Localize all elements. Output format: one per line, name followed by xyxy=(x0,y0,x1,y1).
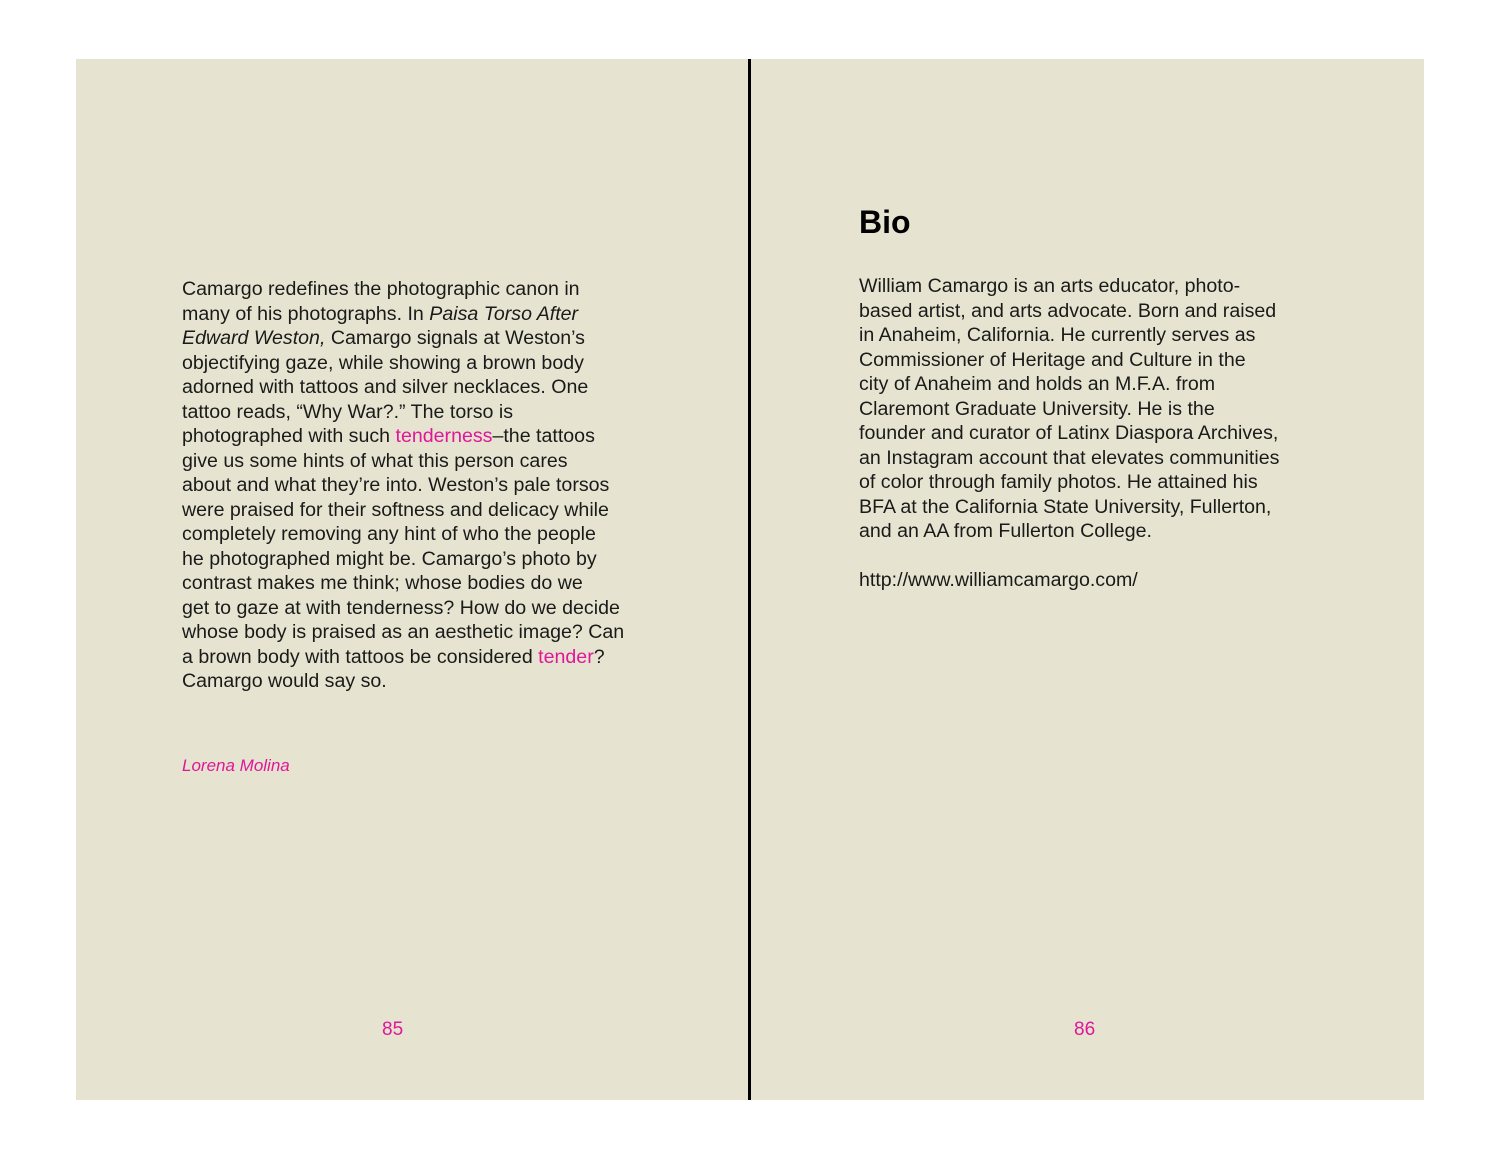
essay-line xyxy=(182,645,672,670)
right-page xyxy=(751,59,1424,1100)
essay-line: give us some hints of what this person cares xyxy=(182,449,568,472)
essay-line: Camargo redefines the photographic canon in xyxy=(182,278,580,300)
essay-text: ? xyxy=(593,645,605,668)
bio-line: Commissioner of Heritage and Culture in the xyxy=(859,348,1246,371)
essay-text: Camargo signals at Weston’s xyxy=(325,327,585,349)
book-spread xyxy=(76,59,1424,1100)
author-name: Lorena Molina xyxy=(182,756,290,775)
bio-line: an Instagram account that elevates communities xyxy=(859,446,1280,469)
bio-line: of color through family photos. He attained his xyxy=(859,471,1258,493)
essay-line xyxy=(182,326,672,351)
essay-line: objectifying gaze, while showing a brown body xyxy=(182,351,584,374)
page-number-left: 85 xyxy=(382,1019,404,1040)
bio-line: based artist, and arts advocate. Born and raised xyxy=(859,299,1277,322)
page-number-right: 86 xyxy=(1074,1019,1096,1040)
essay-line: Camargo would say so. xyxy=(182,670,387,692)
bio-paragraph xyxy=(859,274,1339,544)
essay-line xyxy=(182,424,672,449)
essay-text: many of his photographs. In xyxy=(182,302,430,325)
bio-line: William Camargo is an arts educator, photo- xyxy=(859,275,1241,297)
essay-line: get to gaze at with tenderness? How do we decide xyxy=(182,596,620,619)
bio-line: city of Anaheim and holds an M.F.A. from xyxy=(859,373,1216,395)
bio-line: and an AA from Fullerton College. xyxy=(859,520,1152,542)
bio-line: founder and curator of Latinx Diaspora Archives, xyxy=(859,422,1279,444)
essay-text: a brown body with tattoos be considered xyxy=(182,645,539,668)
essay-text: photographed with such xyxy=(182,425,396,447)
highlighted-word-tender: tender xyxy=(538,645,594,668)
artist-website-link[interactable]: http://www.williamcamargo.com/ xyxy=(859,569,1138,591)
essay-paragraph xyxy=(182,277,672,694)
essay-line xyxy=(182,302,672,327)
essay-line: whose body is praised as an aesthetic image? Can xyxy=(182,621,625,643)
essay-line: about and what they’re into. Weston’s pale torsos xyxy=(182,474,610,496)
essay-line: contrast makes me think; whose bodies do we xyxy=(182,572,583,594)
essay-line: completely removing any hint of who the people xyxy=(182,523,596,545)
essay-line: tattoo reads, “Why War?.” The torso is xyxy=(182,400,514,423)
essay-line: he photographed might be. Camargo’s photo by xyxy=(182,547,597,570)
artwork-title: Edward Weston, xyxy=(182,327,326,349)
artwork-title: Paisa Torso After xyxy=(429,302,579,325)
essay-line: adorned with tattoos and silver necklaces. One xyxy=(182,376,589,398)
bio-line: in Anaheim, California. He currently serves as xyxy=(859,324,1256,346)
bio-line: Claremont Graduate University. He is the xyxy=(859,397,1215,420)
highlighted-word-tenderness: tenderness xyxy=(395,425,493,447)
bio-line: BFA at the California State University, Fullerton, xyxy=(859,495,1272,518)
bio-heading: Bio xyxy=(859,204,911,240)
essay-line: were praised for their softness and delicacy while xyxy=(182,498,609,521)
left-page xyxy=(76,59,748,1100)
essay-text: –the tattoos xyxy=(492,425,595,447)
